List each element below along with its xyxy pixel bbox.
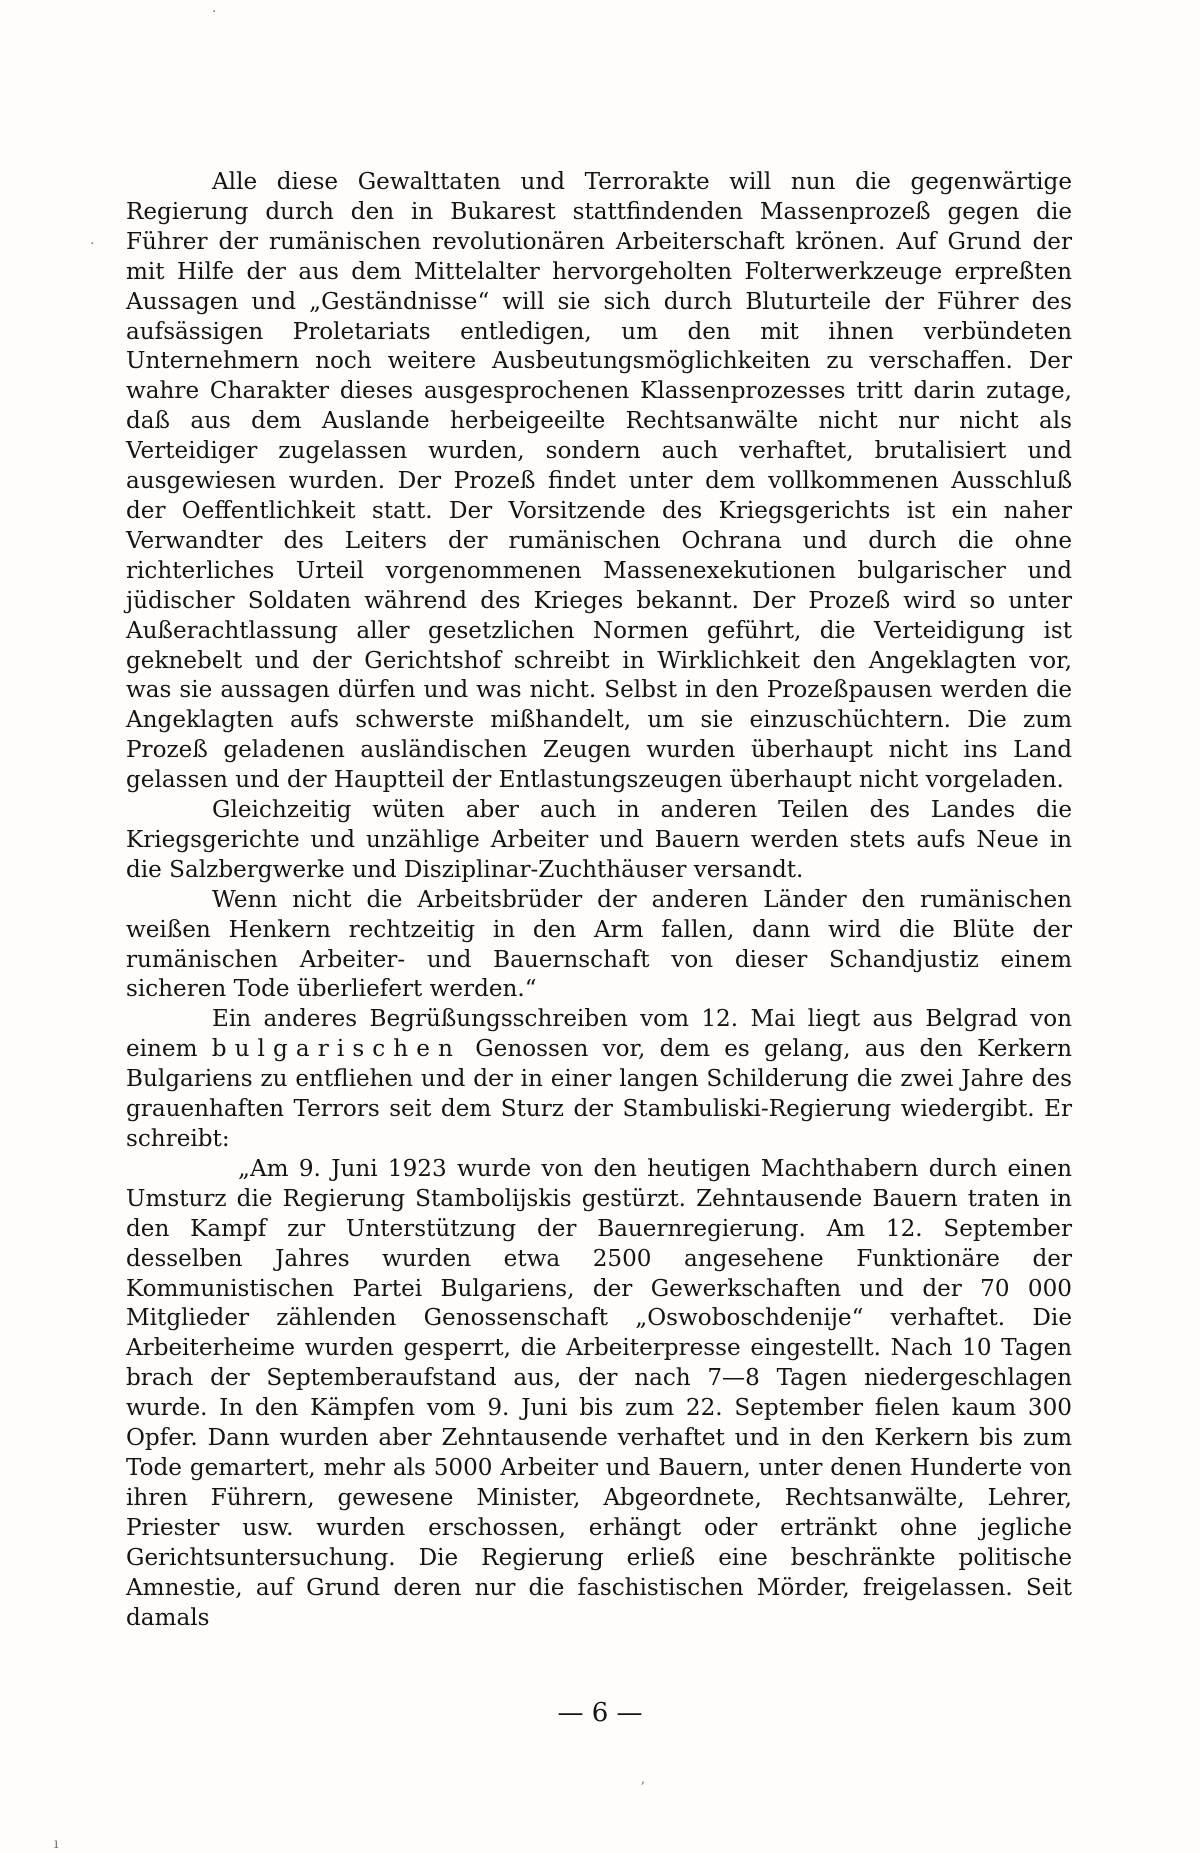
page-number (0, 1698, 1200, 1728)
page-number-label: — 6 — (557, 1698, 643, 1728)
paragraph-4-end: Genossen vor, dem es gelang, aus den Kerkern Bulgariens zu entfliehen und der in einer langen Schilderung die zwei Jahre des grauenhaften Terrors seit dem Sturz der Stambuliski-Regierung wiedergibt. Er schreibt: (126, 1036, 1072, 1152)
spaced-word: bulgarischen (211, 1036, 461, 1063)
paragraph-4 (126, 1005, 1072, 1155)
scan-speck: ʼ (640, 1780, 645, 1796)
paragraph-3: Wenn nicht die Arbeitsbrüder der anderen Länder den rumänischen weißen Henkern rechtzeitig in den Arm fallen, dann wird die Blüte der rumänischen Arbeiter- und Bauernschaft von dieser Schandjustiz einem sicheren Tode überliefert werden.“ (126, 886, 1072, 1003)
paragraph-4-start: Ein anderes Begrüßungsschreiben vom 12. Mai liegt aus Belgrad von einem (126, 1006, 1072, 1063)
scan-speck: · (90, 236, 95, 252)
scan-speck: ı (54, 1836, 59, 1852)
paragraph-2: Gleichzeitig wüten aber auch in anderen Teilen des Landes die Kriegsgerichte und unzählige Arbeiter und Bauern werden stets aufs Neue in die Salzbergwerke und Disziplinar-Zuchthäuser versandt. (126, 797, 1072, 883)
scan-speck: · (212, 4, 217, 20)
paragraph-1: Alle diese Gewalttaten und Terrorakte will nun die gegenwärtige Regierung durch den in Bukarest stattfindenden Massenprozeß gegen die Führer der rumänischen revolutionären Arbeiterschaft krönen. Auf Grund der mit Hilfe der aus dem Mittelalter hervorgeholten Folterwerkzeuge erpreßten Aussagen und „Geständnisse“ will sie sich durch Bluturteile der Führer des aufsässigen Proletariats entledigen, um den mit ihnen verbündeten Unternehmern noch weitere Ausbeutungsmöglichkeiten zu verschaffen. Der wahre Charakter dieses ausgesprochenen Klassenprozesses tritt darin zutage, daß aus dem Auslande herbeigeeilte Rechtsanwälte nicht nur nicht als Verteidiger zugelassen wurden, sondern auch verhaftet, brutalisiert und ausgewiesen wurden. Der Prozeß findet unter dem vollkommenen Ausschluß der Oeffentlichkeit statt. Der Vorsitzende des Kriegsgerichts ist ein naher Verwandter des Leiters der rumänischen Ochrana und durch die ohne richterliches Urteil vorgenommenen Massenexekutionen bulgarischer und jüdischer Soldaten während des Krieges bekannt. Der Prozeß wird so unter Außerachtlassung aller gesetzlichen Normen geführt, die Verteidigung ist geknebelt und der Gerichtshof schreibt in Wirklichkeit den Angeklagten vor, was sie aussagen dürfen und was nicht. Selbst in den Prozeßpausen werden die Angeklagten aufs schwerste mißhandelt, um sie einzuschüchtern. Die zum Prozeß geladenen ausländischen Zeugen wurden überhaupt nicht ins Land gelassen und der Hauptteil der Entlastungszeugen überhaupt nicht vorgeladen. (126, 169, 1072, 794)
quoted-letter: „Am 9. Juni 1923 wurde von den heutigen Machthabern durch einen Umsturz die Regierung Stambolijskis gestürzt. Zehntausende Bauern traten in den Kampf zur Unterstützung der Bauernregierung. Am 12. September desselben Jahres wurden etwa 2500 angesehene Funktionäre der Kommunistischen Partei Bulgariens, der Gewerkschaften und der 70 000 Mitglieder zählenden Genossenschaft „Oswoboschdenije“ verhaftet. Die Arbeiterheime wurden gesperrt, die Arbeiterpresse eingestellt. Nach 10 Tagen brach der Septemberaufstand aus, der nach 7—8 Tagen niedergeschlagen wurde. In den Kämpfen vom 9. Juni bis zum 22. September fielen kaum 300 Opfer. Dann wurden aber Zehntausende verhaftet und in den Kerkern bis zum Tode gemartert, mehr als 5000 Arbeiter und Bauern, unter denen Hunderte von ihren Führern, gewesene Minister, Abgeordnete, Rechtsanwälte, Lehrer, Priester usw. wurden erschossen, erhängt oder ertränkt ohne jegliche Gerichtsuntersuchung. Die Regierung erließ eine beschränkte politische Amnestie, auf Grund deren nur die faschistischen Mörder, freigelassen. Seit damals (126, 1155, 1072, 1631)
body-text (126, 168, 1072, 1633)
